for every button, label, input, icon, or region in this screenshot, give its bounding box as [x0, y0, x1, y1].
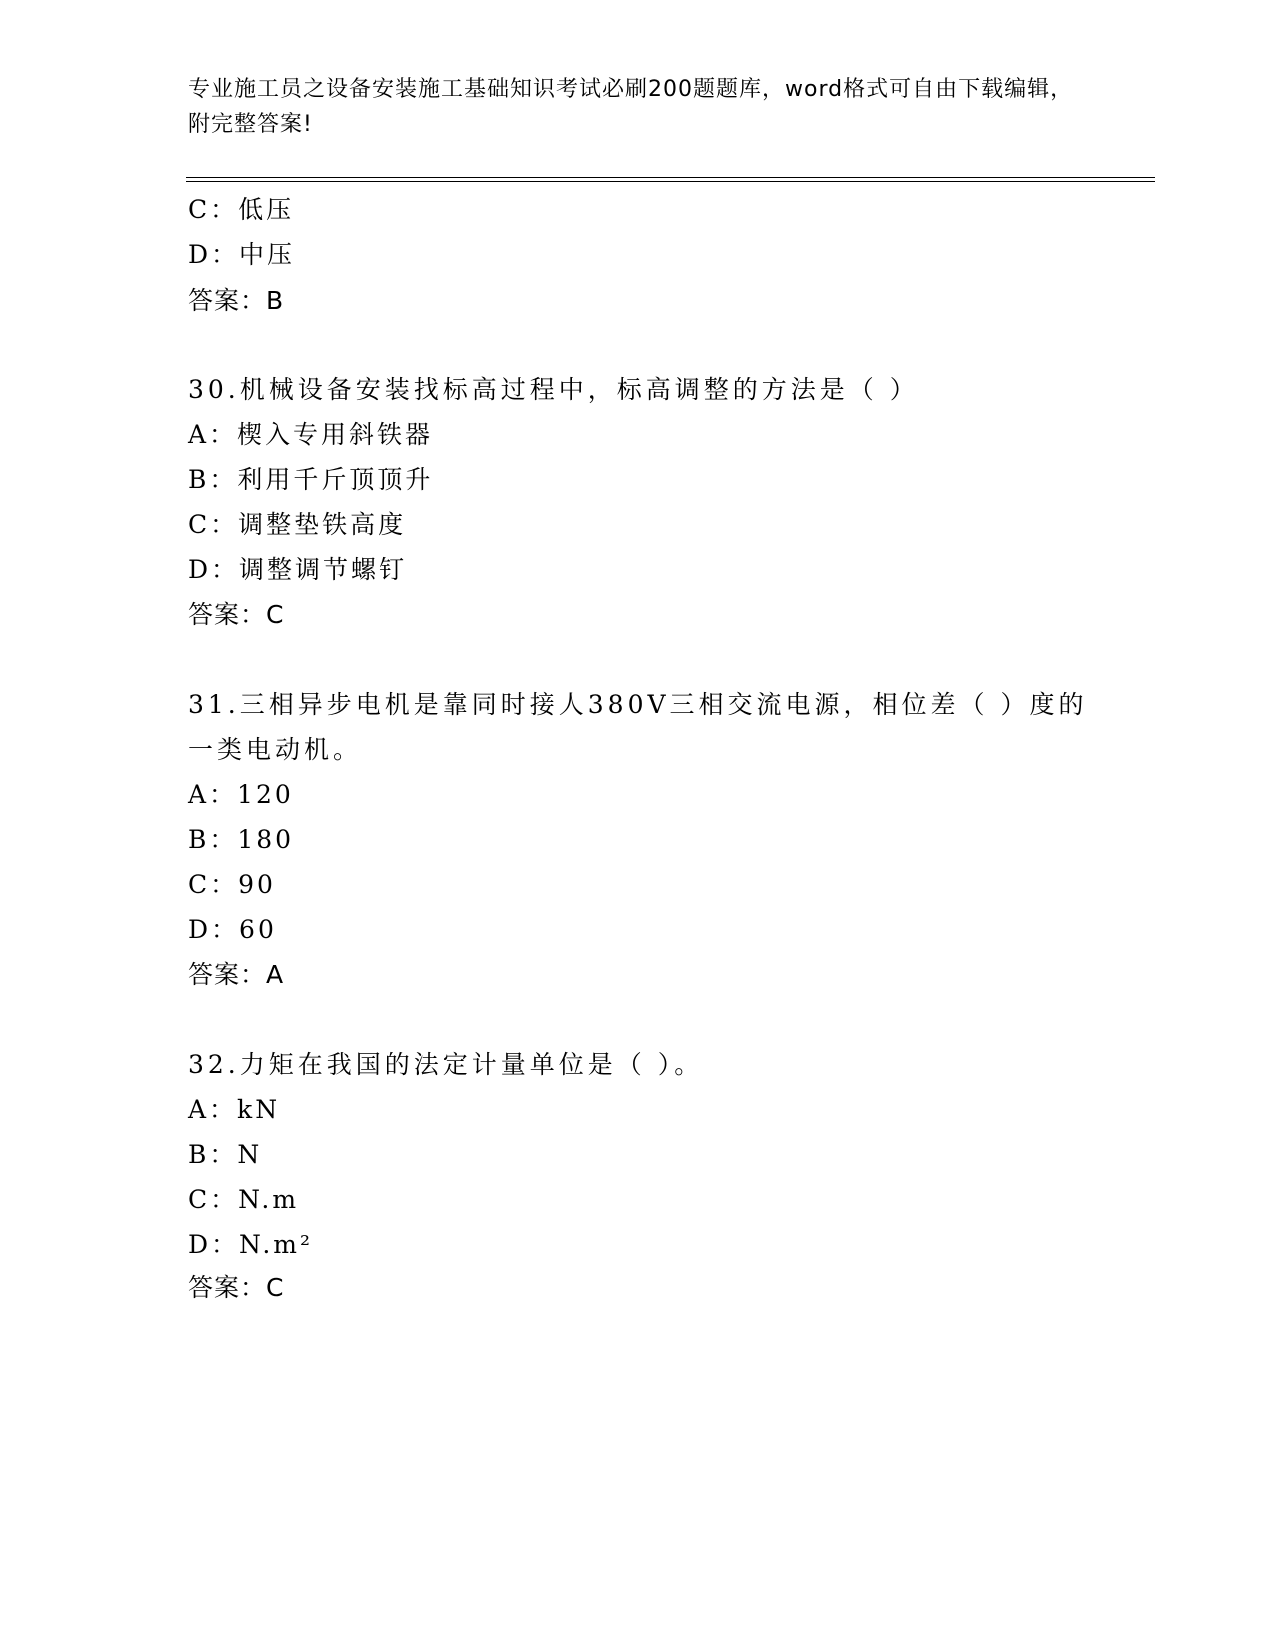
answer: 答案：C [188, 600, 285, 629]
header-divider-bottom [186, 181, 1155, 182]
question-stem: 31.三相异步电机是靠同时接人380V三相交流电源，相位差（ ）度的 [188, 690, 1088, 719]
option-d: D：N.m² [188, 1230, 313, 1259]
answer: 答案：B [188, 286, 285, 315]
option-d: D：60 [188, 915, 277, 944]
document-header: 专业施工员之设备安装施工基础知识考试必刷200题题库，word格式可自由下载编辑，附完整答案! [188, 77, 1074, 137]
option-c: C：N.m [188, 1185, 300, 1214]
option-c: C：调整垫铁高度 [188, 510, 407, 539]
option-b: B：利用千斤顶顶升 [188, 465, 434, 494]
header-divider-top [186, 177, 1155, 178]
answer: 答案：C [188, 1273, 285, 1302]
question-stem: 32.力矩在我国的法定计量单位是（ ）。 [188, 1050, 704, 1079]
option-a: A：kN [188, 1095, 281, 1124]
option-a: A：120 [188, 780, 294, 809]
answer: 答案：A [188, 960, 285, 989]
option-c: C：90 [188, 870, 276, 899]
option-b: B：180 [188, 825, 295, 854]
question-stem-continued: 一类电动机。 [188, 735, 363, 764]
option-c: C：低压 [188, 195, 295, 224]
question-stem: 30.机械设备安装找标高过程中，标高调整的方法是（ ） [188, 375, 919, 404]
option-a: A：楔入专用斜铁器 [188, 420, 434, 449]
option-d: D：中压 [188, 240, 296, 269]
option-b: B：N [188, 1140, 263, 1169]
option-d: D：调整调节螺钉 [188, 555, 408, 584]
